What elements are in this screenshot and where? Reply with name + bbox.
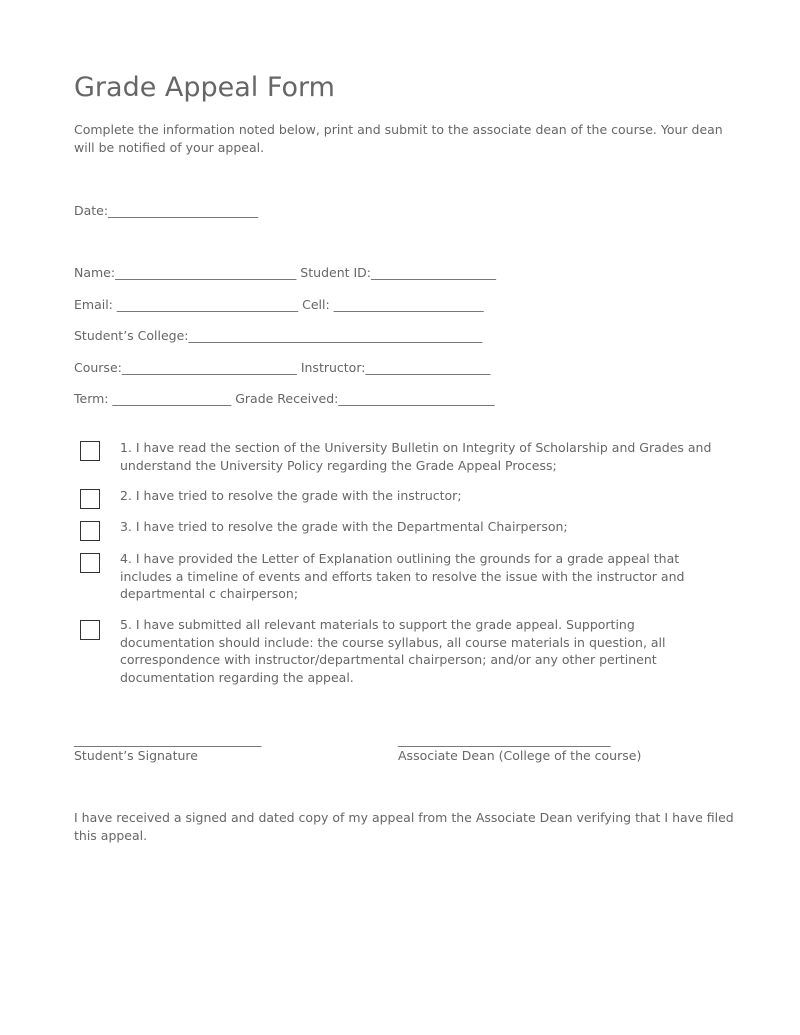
college-field[interactable]: Student’s College:_______________________________________________ <box>74 328 483 343</box>
checklist-item-3: 3. I have tried to resolve the grade with the Departmental Chairperson; <box>120 519 568 534</box>
checklist-item-2: 2. I have tried to resolve the grade with the instructor; <box>120 488 462 503</box>
course-instructor-field[interactable]: Course:____________________________ Instructor:____________________ <box>74 360 491 375</box>
term-grade-field[interactable]: Term: ___________________ Grade Received:_________________________ <box>74 391 495 406</box>
receipt-statement: I have received a signed and dated copy of my appeal from the Associate Dean verifying that I have filed this appeal. <box>74 810 734 843</box>
dean-signature-label: Associate Dean (College of the course) <box>398 748 642 763</box>
checklist-item-4: 4. I have provided the Letter of Explanation outlining the grounds for a grade appeal that includes a timeline of events and efforts taken to resolve the issue with the instructor and departmental c chairperson; <box>120 551 685 601</box>
intro-text: Complete the information noted below, print and submit to the associate dean of the course. Your dean will be notified of your appeal. <box>74 122 723 155</box>
checkbox-5[interactable] <box>80 620 100 640</box>
name-student-id-field[interactable]: Name:_____________________________ Student ID:____________________ <box>74 265 497 280</box>
email-cell-field[interactable]: Email: _____________________________ Cell: ________________________ <box>74 297 484 312</box>
page-title: Grade Appeal Form <box>74 72 335 103</box>
checkbox-3[interactable] <box>80 521 100 541</box>
date-field[interactable]: Date:________________________ <box>74 203 259 218</box>
checkbox-4[interactable] <box>80 553 100 573</box>
checklist-item-5: 5. I have submitted all relevant materials to support the grade appeal. Supporting documentation should include: the course syllabus, all course materials in question, all correspondence with instructor/departmental chairperson; and/or any other pertinent documentation regarding the appeal. <box>120 617 666 685</box>
checkbox-1[interactable] <box>80 441 100 461</box>
dean-signature-line[interactable]: __________________________________ <box>398 732 611 747</box>
checklist-item-1: 1. I have read the section of the University Bulletin on Integrity of Scholarship and Grades and understand the University Policy regarding the Grade Appeal Process; <box>120 440 712 473</box>
student-signature-line[interactable]: ______________________________ <box>74 732 262 747</box>
checkbox-2[interactable] <box>80 489 100 509</box>
student-signature-label: Student’s Signature <box>74 748 198 763</box>
